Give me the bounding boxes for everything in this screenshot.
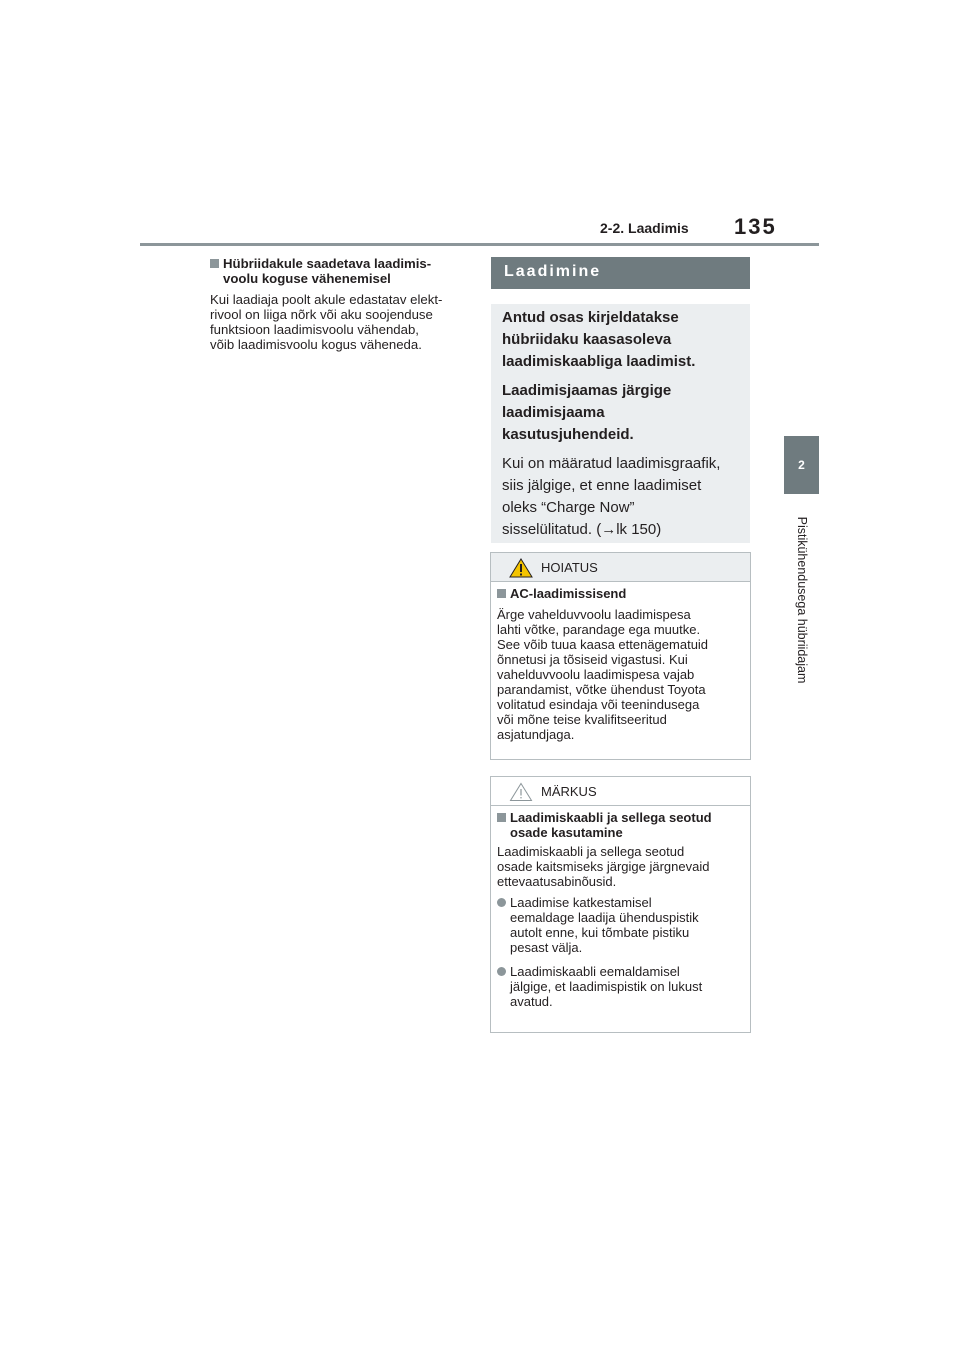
body-line: funktsioon laadimisvoolu vähendab, (210, 322, 419, 337)
laadimine-title-bar (491, 257, 750, 289)
arrow-icon: → (601, 521, 617, 538)
square-bullet-icon (210, 259, 219, 268)
warning-subheading: AC-laadimissisend (497, 586, 744, 601)
page-reference-link[interactable]: lk 150) (616, 521, 662, 538)
warning-text: Ärge vahelduvvoolu laadimispesa lahti võtke, parandage ega muutke. See võib tuua kaasa ettenägematuid õnnetusi ja tõsiseid vigastusi. Kui vahelduvvoolu laadimispesa vajab parandamist, võtke ühendust Toyota volitatud esindaja või teenindusega või mõne teise kvalifitseeritud asjatundjaga. (497, 607, 709, 742)
intro-paragraph-1: Antud osas kirjeldatakse hübriidaku kaasasoleva laadimiskaabliga laadimist. (502, 309, 696, 370)
notice-text: Laadimiskaabli ja sellega seotud osade kaitsmiseks järgige järgnevaid ettevaatusabinõusid. (497, 844, 710, 889)
square-bullet-icon (497, 589, 506, 598)
round-bullet-icon (497, 898, 506, 907)
round-bullet-icon (497, 967, 506, 976)
chapter-tab (784, 436, 819, 494)
left-column (210, 256, 472, 352)
laadimine-title: Laadimine (504, 263, 602, 280)
heading-line: Hübriidakule saadetava laadimis- (223, 256, 432, 271)
list-item: Laadimise katkestamisel eemaldage laadija ühenduspistik autolt enne, kui tõmbate pistiku pesast välja. (497, 895, 744, 955)
intro-paragraph-3: Kui on määratud laadimisgraafik, siis jälgige, et enne laadimiset oleks “Charge Now” sisselülitatud. (→lk 150) (502, 455, 721, 538)
warning-box (490, 552, 751, 760)
chapter-label: Pistikühendusega hübriidajam (795, 516, 809, 684)
warning-header (491, 553, 750, 582)
list-item: Laadimiskaabli eemaldamisel jälgige, et laadimispistik on lukust avatud. (497, 964, 744, 1009)
laadimine-intro-box (491, 304, 750, 543)
running-header-section: 2-2. Laadimis (600, 220, 689, 236)
section-body (210, 292, 472, 352)
notice-header (491, 777, 750, 806)
header-rule (140, 243, 819, 246)
warning-body (491, 582, 750, 742)
caution-outline-triangle-icon (509, 782, 533, 802)
intro-paragraph-2: Laadimisjaamas järgige laadimisjaama kasutusjuhendeid. (502, 382, 672, 443)
heading-line: voolu koguse vähenemisel (223, 271, 391, 286)
notice-subheading: Laadimiskaabli ja sellega seotud osade kasutamine (497, 810, 744, 840)
notice-label: MÄRKUS (541, 784, 597, 799)
page-number: 135 (734, 214, 777, 239)
warning-triangle-icon (509, 558, 533, 578)
square-bullet-icon (497, 813, 506, 822)
section-heading (210, 256, 472, 286)
body-line: rivool on liiga nõrk või aku soojenduse (210, 307, 433, 322)
body-line: võib laadimisvoolu kogus väheneda. (210, 337, 422, 352)
notice-body (491, 806, 750, 1009)
body-line: Kui laadiaja poolt akule edastatav elekt- (210, 292, 443, 307)
notice-box (490, 776, 751, 1033)
warning-label: HOIATUS (541, 560, 598, 575)
chapter-number: 2 (798, 458, 805, 472)
